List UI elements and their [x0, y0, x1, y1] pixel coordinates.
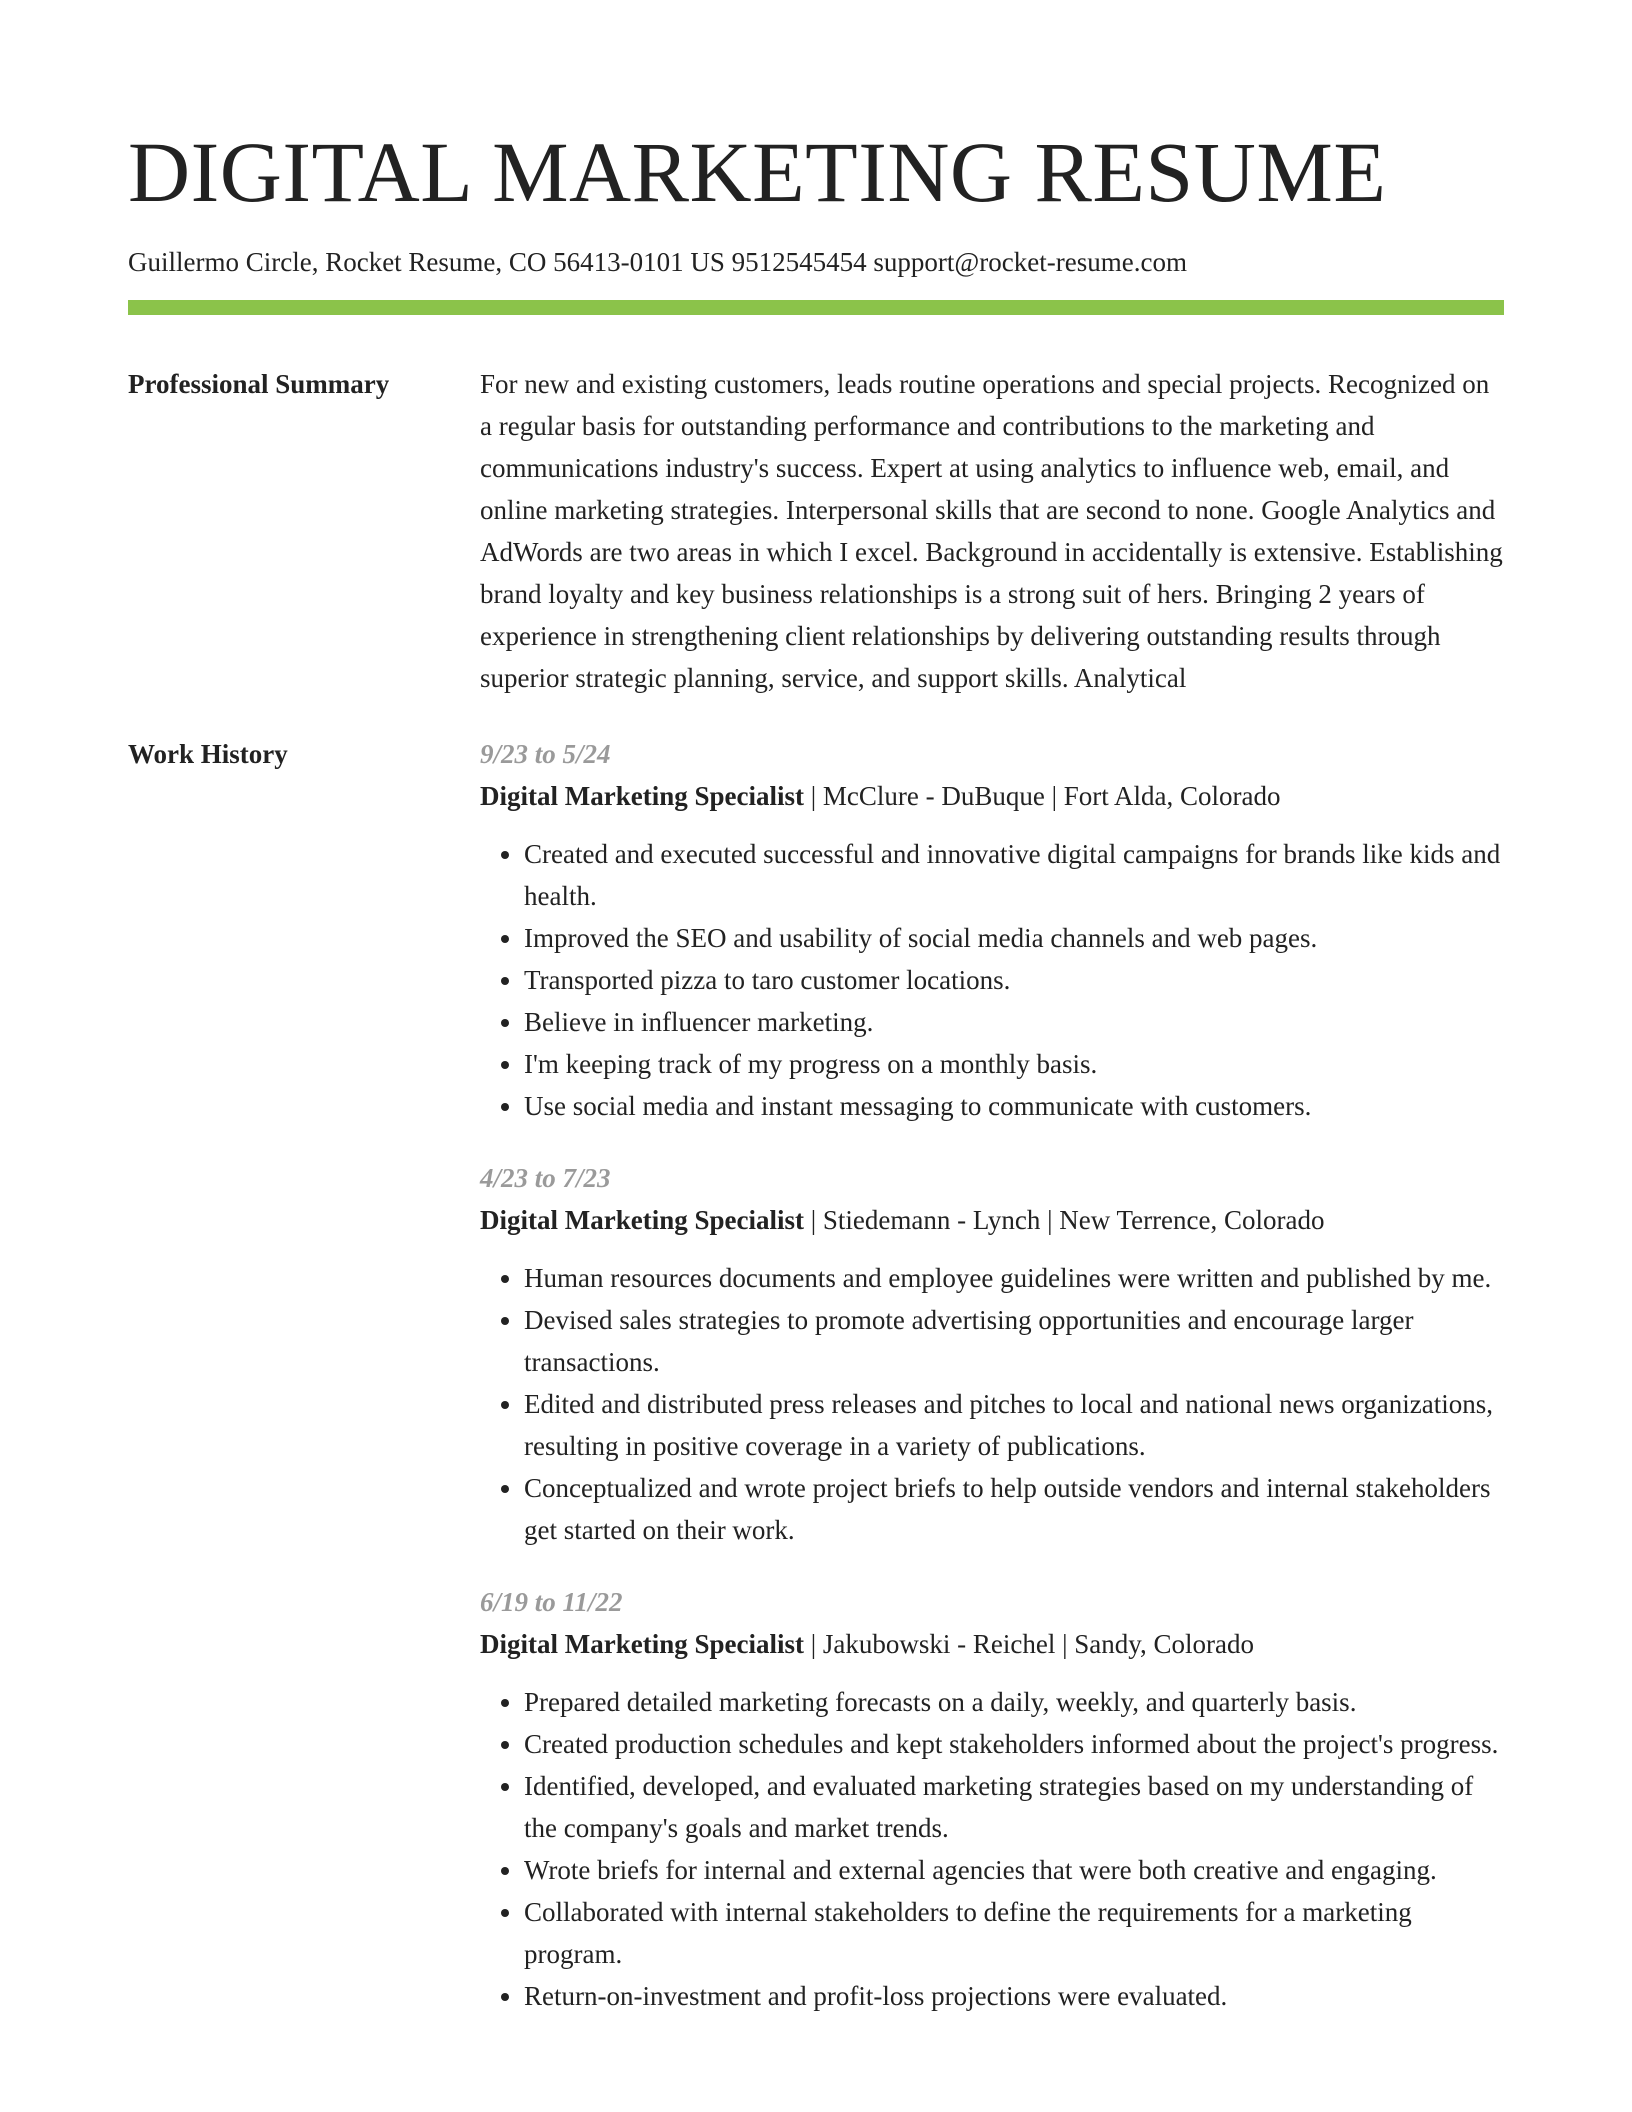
job-role: Digital Marketing Specialist [480, 781, 804, 811]
job-bullet: • Devised sales strategies to promote advertising opportunities and encourage larger transactions. [524, 1299, 1504, 1383]
job-bullet: • Wrote briefs for internal and external agencies that were both creative and engaging. [524, 1849, 1504, 1891]
summary-text: For new and existing customers, leads routine operations and special projects. Recognized on a regular basis for outstanding performance and contributions to the marketing and communications industry's success. Expert at using analytics to influence web, email, and online marketing strategies. Interpersonal skills that are second to none. Google Analytics and AdWords are two areas in which I excel. Background in accidentally is extensive. Establishing brand loyalty and key business relationships is a strong suit of hers. Bringing 2 years of experience in strengthening client relationships by delivering outstanding results through superior strategic planning, service, and support skills. Analytical [480, 369, 1503, 693]
job-role: Digital Marketing Specialist [480, 1629, 804, 1659]
job-bullet: • Collaborated with internal stakeholders to define the requirements for a marketing program. [524, 1891, 1504, 1975]
job-dates: 6/19 to 11/22 [480, 1587, 623, 1617]
job-company-location: | Jakubowski - Reichel | Sandy, Colorado [803, 1629, 1254, 1659]
job-company-location: | Stiedemann - Lynch | New Terrence, Colorado [803, 1205, 1325, 1235]
job-bullet: • Believe in influencer marketing. [524, 1001, 1504, 1043]
resume-page [128, 0, 1504, 2047]
contact-line: Guillermo Circle, Rocket Resume, CO 56413-0101 US 9512545454 support@rocket-resume.com [128, 247, 1187, 277]
job-title-line [480, 1623, 1504, 1665]
section-label-work: Work History [128, 739, 288, 769]
job-dates: 4/23 to 7/23 [480, 1163, 611, 1193]
job-title-line [480, 1199, 1504, 1241]
job-bullet-list [480, 1257, 1504, 1551]
work-history-section [128, 733, 1504, 2047]
header-divider [128, 300, 1504, 315]
job-dates: 9/23 to 5/24 [480, 739, 611, 769]
job-entry [480, 1157, 1504, 1551]
job-bullet: • Identified, developed, and evaluated marketing strategies based on my understanding of the company's goals and market trends. [524, 1765, 1504, 1849]
job-bullet: • Use social media and instant messaging to communicate with customers. [524, 1085, 1504, 1127]
work-history-body [480, 733, 1504, 2047]
job-role: Digital Marketing Specialist [480, 1205, 804, 1235]
job-bullet: • Edited and distributed press releases and pitches to local and national news organizations, resulting in positive coverage in a variety of publications. [524, 1383, 1504, 1467]
job-bullet: • I'm keeping track of my progress on a monthly basis. [524, 1043, 1504, 1085]
job-bullet: • Created and executed successful and innovative digital campaigns for brands like kids and health. [524, 833, 1504, 917]
job-title-line [480, 775, 1504, 817]
job-bullet-list [480, 1681, 1504, 2017]
job-bullet: • Created production schedules and kept stakeholders informed about the project's progress. [524, 1723, 1504, 1765]
resume-title: DIGITAL MARKETING RESUME [128, 124, 1387, 220]
summary-body [480, 363, 1504, 699]
job-company-location: | McClure - DuBuque | Fort Alda, Colorado [803, 781, 1281, 811]
job-bullet: • Conceptualized and wrote project briefs to help outside vendors and internal stakeholders get started on their work. [524, 1467, 1504, 1551]
job-bullet-list [480, 833, 1504, 1127]
job-entry [480, 1581, 1504, 2017]
job-bullet: • Transported pizza to taro customer locations. [524, 959, 1504, 1001]
job-bullet: • Prepared detailed marketing forecasts on a daily, weekly, and quarterly basis. [524, 1681, 1504, 1723]
job-bullet: • Human resources documents and employee guidelines were written and published by me. [524, 1257, 1504, 1299]
professional-summary-section [128, 363, 1504, 699]
job-entry [480, 733, 1504, 1127]
section-label-summary: Professional Summary [128, 369, 390, 399]
job-bullet: • Return-on-investment and profit-loss projections were evaluated. [524, 1975, 1504, 2017]
job-bullet: • Improved the SEO and usability of social media channels and web pages. [524, 917, 1504, 959]
